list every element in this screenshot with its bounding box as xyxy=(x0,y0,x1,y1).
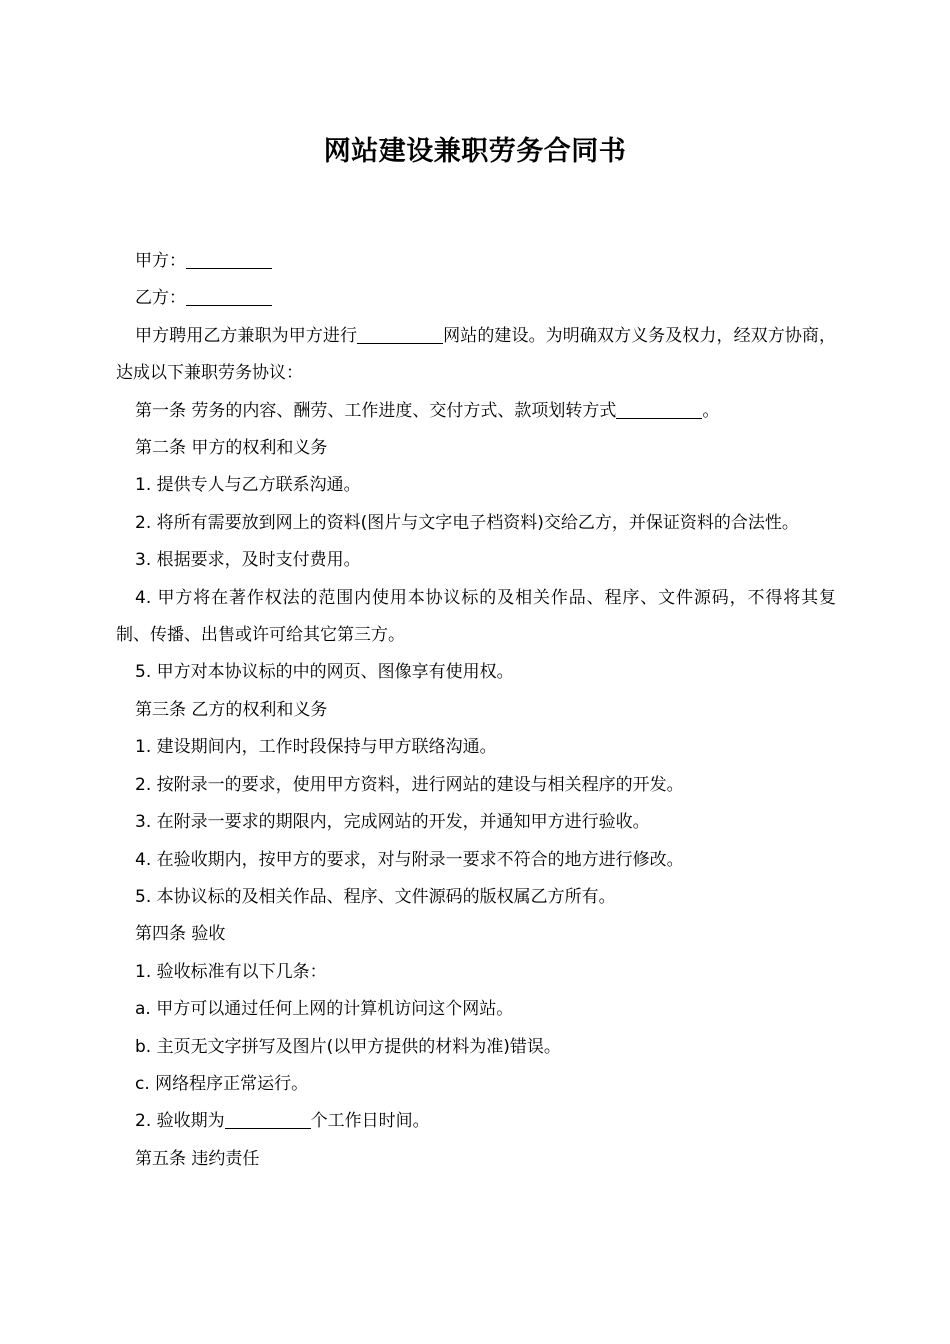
acceptance-period-after: 个工作日时间。 xyxy=(310,1111,430,1132)
document-title: 网站建设兼职劳务合同书 xyxy=(323,136,627,167)
article-4-heading: 第四条 验收 xyxy=(135,924,226,945)
article-2-item-5: 5. 甲方对本协议标的中的网页、图像享有使用权。 xyxy=(135,662,514,683)
party-b-label: 乙方： xyxy=(135,288,186,309)
party-a-blank xyxy=(186,267,272,269)
acceptance-period-before: 2. 验收期为 xyxy=(135,1111,225,1132)
article-2-item-4: 4. 甲方将在著作权法的范围内使用本协议标的及相关作品、程序、文件源码，不得将其复制、传播、出售或许可给其它第三方。 xyxy=(116,587,836,646)
article-3-item-5: 5. 本协议标的及相关作品、程序、文件源码的版权属乙方所有。 xyxy=(135,886,616,907)
intro-before-blank: 甲方聘用乙方兼职为甲方进行 xyxy=(135,325,358,346)
article-4-item-c: c. 网络程序正常运行。 xyxy=(135,1073,309,1094)
article-5-heading: 第五条 违约责任 xyxy=(135,1148,260,1169)
article-1-text: 第一条 劳务的内容、酬劳、工作进度、交付方式、款项划转方式 xyxy=(135,400,617,421)
article-4-item-2 xyxy=(116,1103,836,1140)
article-1-end: 。 xyxy=(702,400,720,421)
party-a-label: 甲方： xyxy=(135,251,186,271)
party-b-blank xyxy=(186,304,272,306)
article-2-item-2: 2. 将所有需要放到网上的资料(图片与文字电子档资料)交给乙方，并保证资料的合法性。 xyxy=(135,512,799,533)
article-3-item-2: 2. 按附录一的要求，使用甲方资料，进行网站的建设与相关程序的开发。 xyxy=(135,774,684,795)
article-3-item-3: 3. 在附录一要求的期限内，完成网站的开发，并通知甲方进行验收。 xyxy=(135,812,650,833)
article-4-item-1: 1. 验收标准有以下几条： xyxy=(135,961,327,982)
payment-method-blank xyxy=(616,417,702,419)
party-a-line xyxy=(116,243,836,280)
article-2-heading: 第二条 甲方的权利和义务 xyxy=(135,438,328,459)
article-4-item-b: b. 主页无文字拼写及图片(以甲方提供的材料为准)错误。 xyxy=(135,1036,561,1057)
party-b-line xyxy=(116,280,836,317)
article-4-item-a: a. 甲方可以通过任何上网的计算机访问这个网站。 xyxy=(135,999,514,1020)
website-name-blank xyxy=(357,342,443,344)
intro-paragraph xyxy=(116,318,836,393)
article-2-item-3: 3. 根据要求，及时支付费用。 xyxy=(135,550,361,571)
article-1 xyxy=(116,393,836,430)
article-3-item-1: 1. 建设期间内，工作时段保持与甲方联络沟通。 xyxy=(135,737,497,758)
intro-after-blank: 网站的建设。为明确双方义务及权力，经双方协商，达成以下兼职劳务协议： xyxy=(116,325,837,384)
document-body xyxy=(116,243,836,1178)
article-2-item-1: 1. 提供专人与乙方联系沟通。 xyxy=(135,475,361,496)
article-3-item-4: 4. 在验收期内，按甲方的要求，对与附录一要求不符合的地方进行修改。 xyxy=(135,849,684,870)
article-3-heading: 第三条 乙方的权利和义务 xyxy=(135,699,328,720)
acceptance-days-blank xyxy=(225,1127,311,1129)
